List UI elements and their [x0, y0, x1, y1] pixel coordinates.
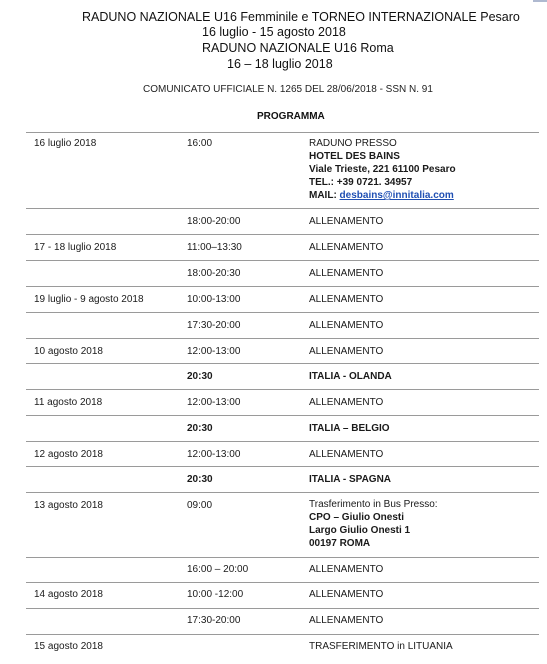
schedule-activity: ITALIA - SPAGNA [309, 474, 392, 485]
transfer-city: 00197 ROMA [309, 538, 371, 549]
schedule-time: 11:00–13:30 [187, 242, 242, 253]
hotel-mail [309, 189, 454, 202]
programma-heading: PROGRAMMA [257, 111, 325, 122]
row-divider [26, 557, 539, 558]
hotel-email-link[interactable]: desbains@innitalia.com [339, 190, 454, 201]
row-divider [26, 363, 539, 364]
schedule-activity: ALLENAMENTO [309, 320, 384, 331]
schedule-activity: TRASFERIMENTO in LITUANIA [309, 641, 453, 652]
schedule-date: 17 - 18 luglio 2018 [34, 242, 117, 253]
row-divider [26, 234, 539, 235]
header-title: RADUNO NAZIONALE U16 Femminile e TORNEO INTERNAZIONALE Pesaro [82, 10, 520, 24]
row-divider [26, 286, 539, 287]
schedule-time: 12:00-13:00 [187, 346, 241, 357]
schedule-date: 13 agosto 2018 [34, 500, 103, 511]
schedule-time: 20:30 [187, 371, 213, 382]
schedule-date: 19 luglio - 9 agosto 2018 [34, 294, 144, 305]
hotel-address: Viale Trieste, 221 61100 Pesaro [309, 164, 456, 175]
scan-mark [533, 0, 547, 2]
row-divider [26, 312, 539, 313]
schedule-activity: ALLENAMENTO [309, 268, 384, 279]
schedule-date: 15 agosto 2018 [34, 641, 103, 652]
schedule-time: 09:00 [187, 500, 213, 511]
schedule-time: 20:30 [187, 423, 213, 434]
row-divider [26, 634, 539, 635]
row-divider [26, 208, 539, 209]
transfer-venue: CPO – Giulio Onesti [309, 512, 405, 523]
row-divider [26, 338, 539, 339]
schedule-time: 12:00-13:00 [187, 449, 241, 460]
schedule-activity: ALLENAMENTO [309, 242, 384, 253]
schedule-time: 10:00-13:00 [187, 294, 241, 305]
schedule-activity: ALLENAMENTO [309, 589, 384, 600]
row-divider [26, 492, 539, 493]
row-divider [26, 608, 539, 609]
hotel-intro: RADUNO PRESSO [309, 138, 397, 149]
schedule-date: 14 agosto 2018 [34, 589, 103, 600]
row-divider [26, 466, 539, 467]
header-dates-roma: 16 – 18 luglio 2018 [227, 57, 333, 71]
schedule-activity: ALLENAMENTO [309, 564, 384, 575]
schedule-time: 16:00 [187, 138, 213, 149]
schedule-time: 18:00-20:00 [187, 216, 241, 227]
schedule-activity: ALLENAMENTO [309, 294, 384, 305]
row-divider [26, 582, 539, 583]
schedule-activity: ITALIA – BELGIO [309, 423, 390, 434]
schedule-date: 12 agosto 2018 [34, 449, 103, 460]
schedule-time: 17:30-20:00 [187, 615, 241, 626]
header-dates-pesaro: 16 luglio - 15 agosto 2018 [202, 25, 346, 39]
row-divider [26, 132, 539, 133]
transfer-address: Largo Giulio Onesti 1 [309, 525, 411, 536]
schedule-date: 11 agosto 2018 [34, 397, 103, 408]
schedule-time: 12:00-13:00 [187, 397, 241, 408]
schedule-time: 10:00 -12:00 [187, 589, 244, 600]
schedule-activity: ALLENAMENTO [309, 346, 384, 357]
schedule-time: 17:30-20:00 [187, 320, 241, 331]
comunicato-line: COMUNICATO UFFICIALE N. 1265 DEL 28/06/2018 - SSN N. 91 [143, 84, 433, 95]
schedule-activity: ALLENAMENTO [309, 216, 384, 227]
schedule-date: 10 agosto 2018 [34, 346, 103, 357]
hotel-tel: TEL.: +39 0721. 34957 [309, 177, 413, 188]
schedule-activity: ITALIA - OLANDA [309, 371, 392, 382]
schedule-time: 18:00-20:30 [187, 268, 241, 279]
header-raduno-roma: RADUNO NAZIONALE U16 Roma [202, 41, 394, 55]
schedule-activity: ALLENAMENTO [309, 449, 384, 460]
schedule-time: 16:00 – 20:00 [187, 564, 249, 575]
schedule-activity: ALLENAMENTO [309, 615, 384, 626]
row-divider [26, 441, 539, 442]
hotel-name: HOTEL DES BAINS [309, 151, 400, 162]
row-divider [26, 389, 539, 390]
mail-label: MAIL: [309, 190, 340, 201]
transfer-intro: Trasferimento in Bus Presso: [309, 499, 438, 510]
schedule-date: 16 luglio 2018 [34, 138, 97, 149]
row-divider [26, 260, 539, 261]
schedule-time: 20:30 [187, 474, 213, 485]
schedule-activity: ALLENAMENTO [309, 397, 384, 408]
row-divider [26, 415, 539, 416]
